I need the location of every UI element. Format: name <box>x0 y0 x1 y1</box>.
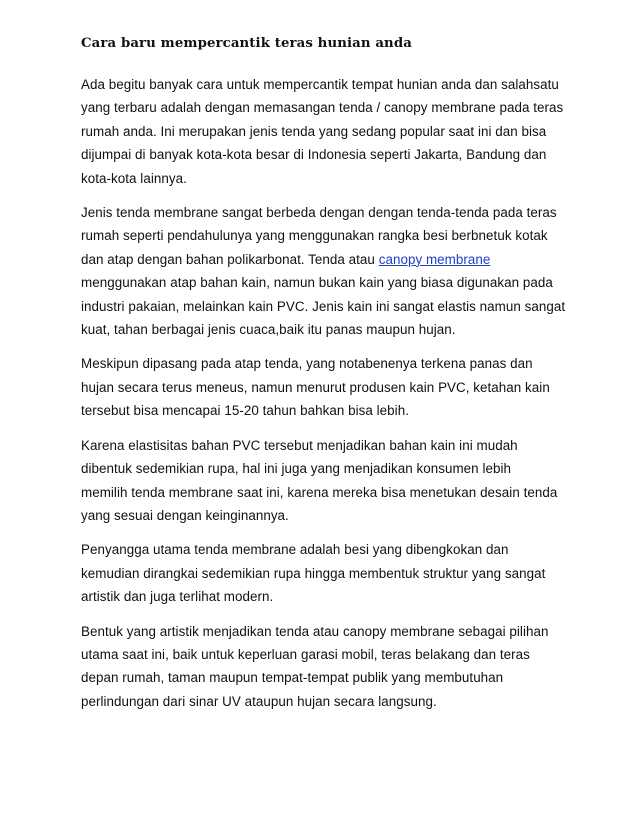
paragraph-text: dan atap dengan bahan polikarbonat. Tenda atau <box>81 251 375 267</box>
paragraph-line: perlindungan dari sinar UV ataupun hujan secara langsung. <box>81 693 437 709</box>
paragraph-line: utama saat ini, baik untuk keperluan garasi mobil, teras belakang dan teras <box>81 646 530 662</box>
paragraph-line: tersebut bisa mencapai 15-20 tahun bahkan bisa lebih. <box>81 403 409 419</box>
paragraph-line: artistik dan juga terlihat modern. <box>81 589 274 605</box>
paragraph-line: menggunakan atap bahan kain, namun bukan kain yang biasa digunakan pada <box>81 275 553 291</box>
paragraph-line: Penyangga utama tenda membrane adalah besi yang dibengkokan dan <box>81 542 509 558</box>
paragraph-line: rumah seperti pendahulunya yang menggunakan rangka besi berbnetuk kotak <box>81 228 548 244</box>
document-content <box>81 34 567 724</box>
paragraph-line: yang sesuai dengan keinginannya. <box>81 507 289 523</box>
paragraph-line: dibentuk sedemikian rupa, hal ini juga yang menjadikan konsumen lebih <box>81 461 511 477</box>
paragraph-line: Meskipun dipasang pada atap tenda, yang notabenenya terkena panas dan <box>81 356 533 372</box>
paragraph-3 <box>81 352 567 422</box>
paragraph-line: memilih tenda membrane saat ini, karena mereka bisa menetukan desain tenda <box>81 484 558 500</box>
canopy-membrane-link[interactable]: canopy membrane <box>378 251 491 267</box>
paragraph-line: kuat, tahan berbagai jenis cuaca,baik itu panas maupun hujan. <box>81 322 456 338</box>
paragraph-line: yang terbaru adalah dengan memasangan tenda / canopy membrane pada teras <box>81 100 564 116</box>
paragraph-4 <box>81 434 567 528</box>
paragraph-line: Ada begitu banyak cara untuk mempercantik tempat hunian anda dan salahsatu <box>81 77 559 92</box>
paragraph-line: industri pakaian, melainkan kain PVC. Jenis kain ini sangat elastis namun sangat <box>81 298 566 314</box>
paragraph-line: depan rumah, taman maupun tempat-tempat publik yang membutuhan <box>81 670 504 686</box>
paragraph-6 <box>81 620 567 714</box>
paragraph-line: hujan secara terus meneus, namun menurut produsen kain PVC, ketahan kain <box>81 379 550 395</box>
paragraph-5 <box>81 538 567 608</box>
paragraph-line: dijumpai di banyak kota-kota besar di Indonesia seperti Jakarta, Bandung dan <box>81 147 547 163</box>
paragraph-line: kota-kota lainnya. <box>81 170 187 186</box>
paragraph-line-with-link <box>81 248 567 271</box>
paragraph-line: rumah anda. Ini merupakan jenis tenda yang sedang popular saat ini dan bisa <box>81 123 547 139</box>
paragraph-2 <box>81 201 567 341</box>
paragraph-line: Jenis tenda membrane sangat berbeda dengan dengan tenda-tenda pada teras <box>81 205 557 221</box>
paragraph-line: Bentuk yang artistik menjadikan tenda atau canopy membrane sebagai pilihan <box>81 623 549 639</box>
document-title: Cara baru mempercantik teras hunian anda <box>81 36 412 51</box>
paragraph-line: Karena elastisitas bahan PVC tersebut menjadikan bahan kain ini mudah <box>81 437 518 453</box>
paragraph-line: kemudian dirangkai sedemikian rupa hingga membentuk struktur yang sangat <box>81 565 546 581</box>
paragraph-1 <box>81 73 567 190</box>
